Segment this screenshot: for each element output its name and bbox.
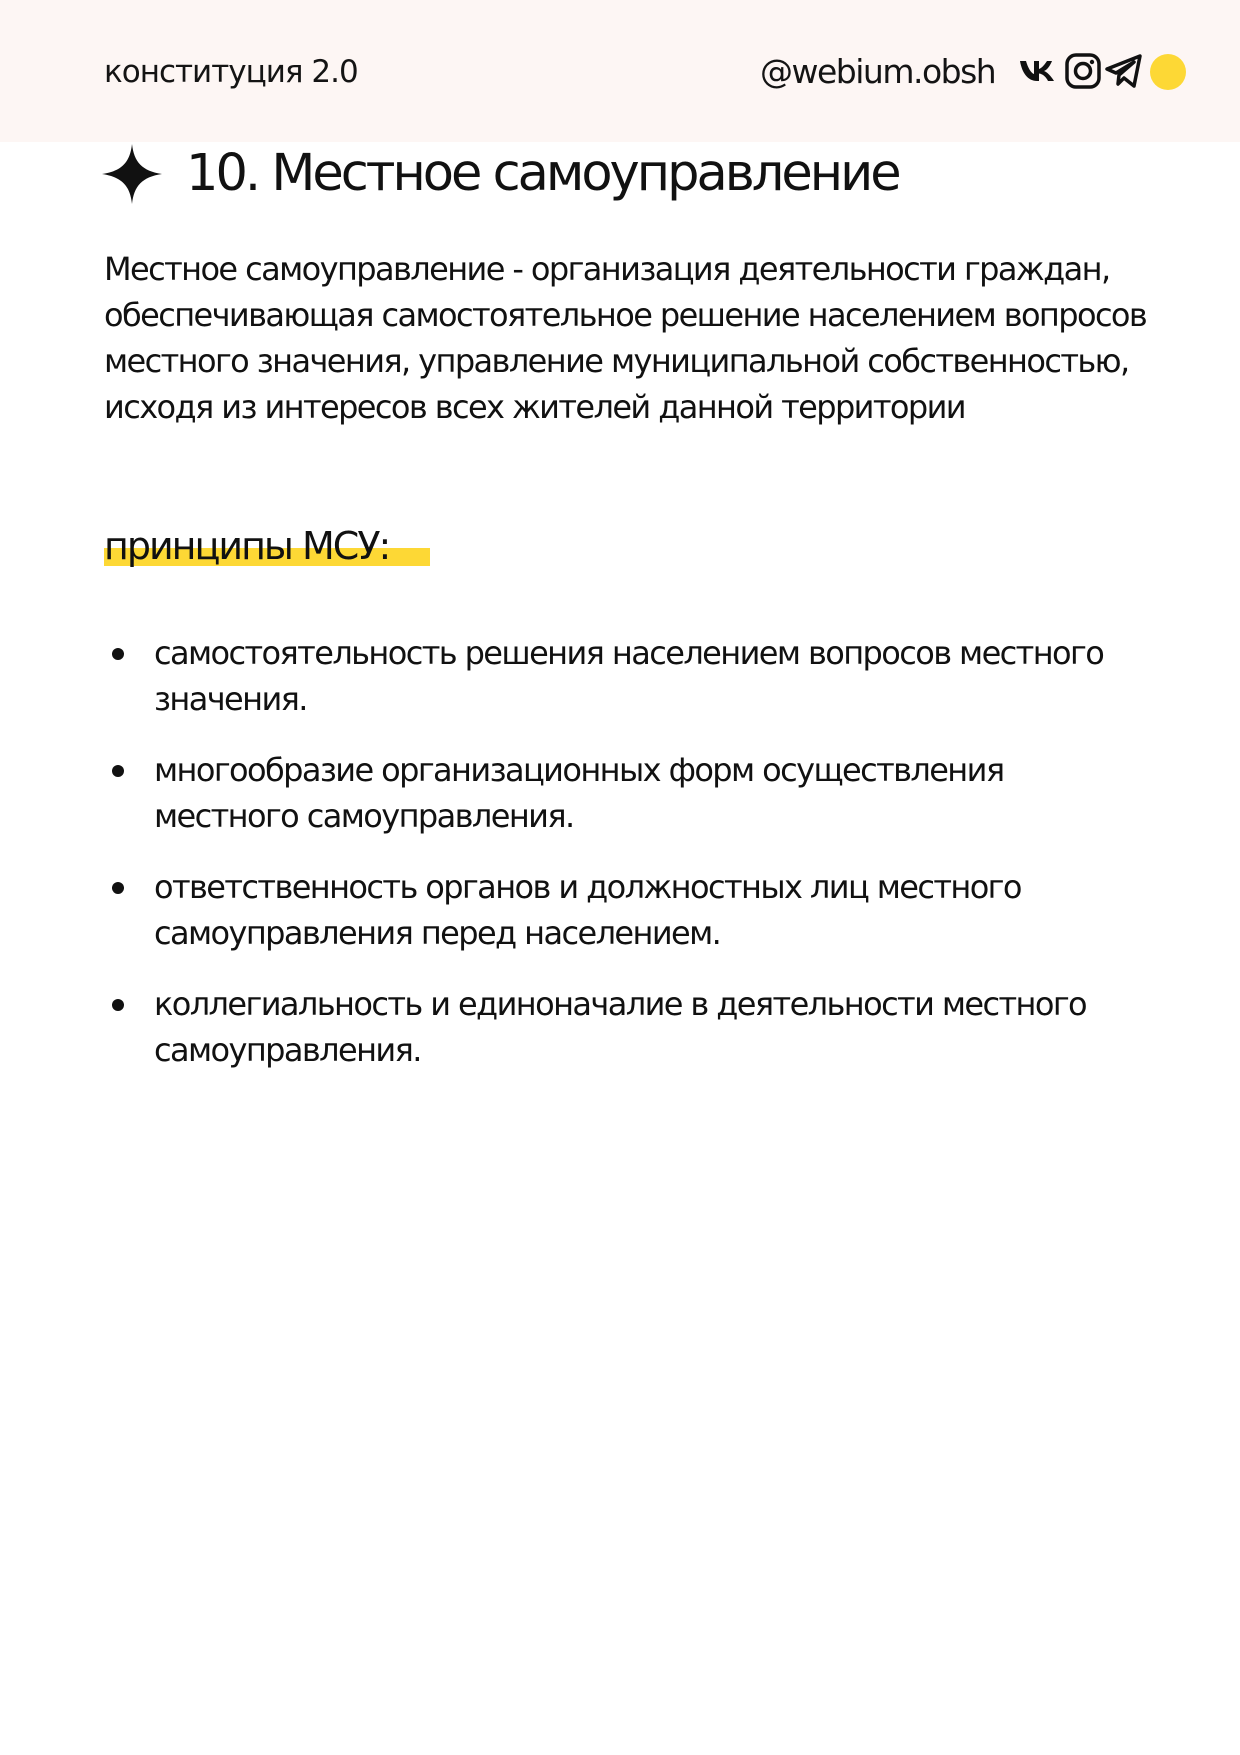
four-point-star-icon	[102, 144, 162, 204]
section-title: 10. Местное самоуправление	[186, 144, 899, 203]
social-handle[interactable]: @webium.obsh	[760, 52, 996, 91]
bullet-icon	[112, 765, 124, 777]
principles-heading-block	[104, 518, 389, 574]
bullet-icon	[112, 882, 124, 894]
list-item-text: ответственность органов и должностных лиц местного самоуправления перед населением.	[154, 868, 1021, 952]
bullet-icon	[112, 648, 124, 660]
instagram-icon[interactable]	[1064, 52, 1102, 92]
telegram-icon[interactable]	[1104, 52, 1144, 92]
list-item-text: самостоятельность решения населением вопросов местного значения.	[154, 634, 1104, 718]
bullet-icon	[112, 999, 124, 1011]
brand-label: конституция 2.0	[104, 54, 358, 90]
list-item	[104, 747, 1104, 839]
principles-heading: принципы МСУ:	[104, 524, 390, 568]
list-item	[104, 981, 1104, 1073]
vk-icon[interactable]	[1018, 58, 1056, 98]
principles-list	[104, 630, 1104, 1098]
header-band	[0, 0, 1240, 142]
list-item	[104, 630, 1104, 722]
yellow-dot-icon	[1150, 54, 1186, 90]
list-item	[104, 864, 1104, 956]
list-item-text: многообразие организационных форм осуществления местного самоуправления.	[154, 751, 1004, 835]
definition-paragraph: Местное самоуправление - организация деятельности граждан, обеспечивающая самостоятельное решение населением вопросов местного значения, управление муниципальной собственностью, исходя из интересов всех жителей данной территории	[104, 250, 1147, 426]
list-item-text: коллегиальность и единоначалие в деятельности местного самоуправления.	[154, 985, 1087, 1069]
